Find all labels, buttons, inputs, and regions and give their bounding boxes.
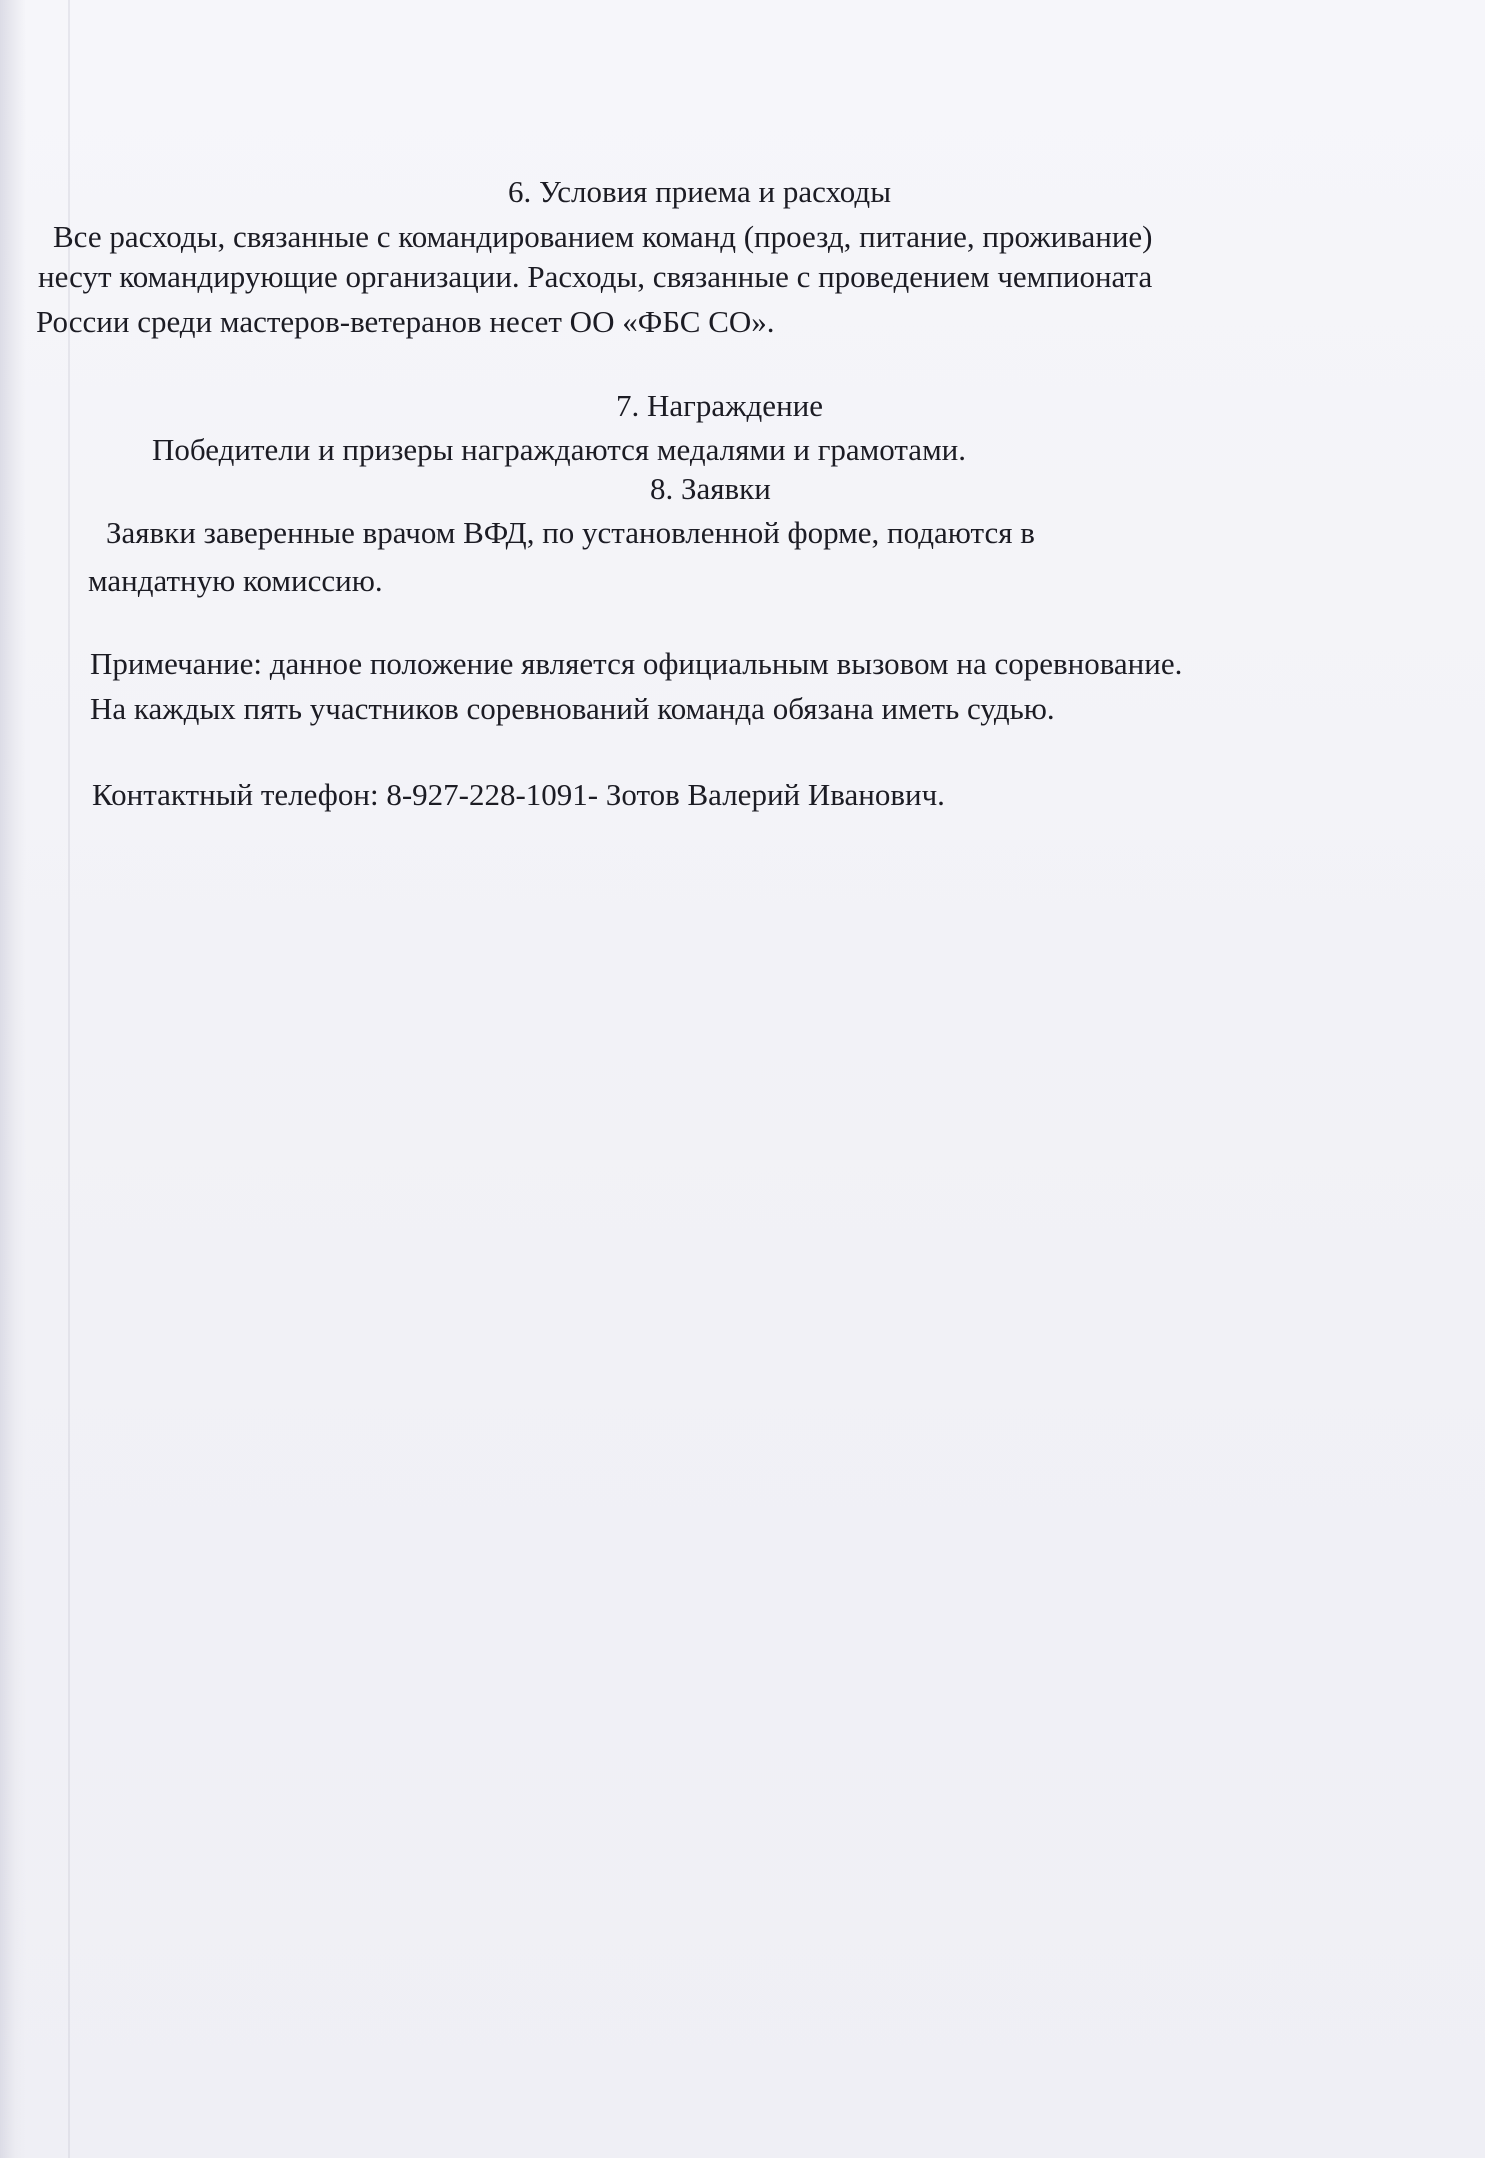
section-7-heading: 7. Награждение: [616, 388, 824, 423]
section-6-heading: 6. Условия приема и расходы: [508, 174, 892, 209]
note-line-2: На каждых пять участников соревнований команда обязана иметь судью.: [90, 691, 1055, 726]
section-7-line-1: Победители и призеры награждаются медалями и грамотами.: [152, 432, 967, 467]
section-8-heading: 8. Заявки: [650, 471, 771, 506]
section-8-line-1: Заявки заверенные врачом ВФД, по установленной форме, подаются в: [106, 515, 1035, 550]
section-6-line-2: несут командирующие организации. Расходы, связанные с проведением чемпионата: [38, 259, 1153, 294]
section-6-line-1: Все расходы, связанные с командированием команд (проезд, питание, проживание): [53, 219, 1153, 254]
note-line-1: Примечание: данное положение является официальным вызовом на соревнование.: [90, 646, 1183, 681]
section-6-line-3: России среди мастеров-ветеранов несет ОО «ФБС СО».: [36, 304, 775, 339]
page-edge-shadow: [0, 0, 26, 2158]
section-8-line-2: мандатную комиссию.: [88, 563, 383, 598]
contact-line: Контактный телефон: 8-927-228-1091- Зотов Валерий Иванович.: [92, 777, 945, 812]
